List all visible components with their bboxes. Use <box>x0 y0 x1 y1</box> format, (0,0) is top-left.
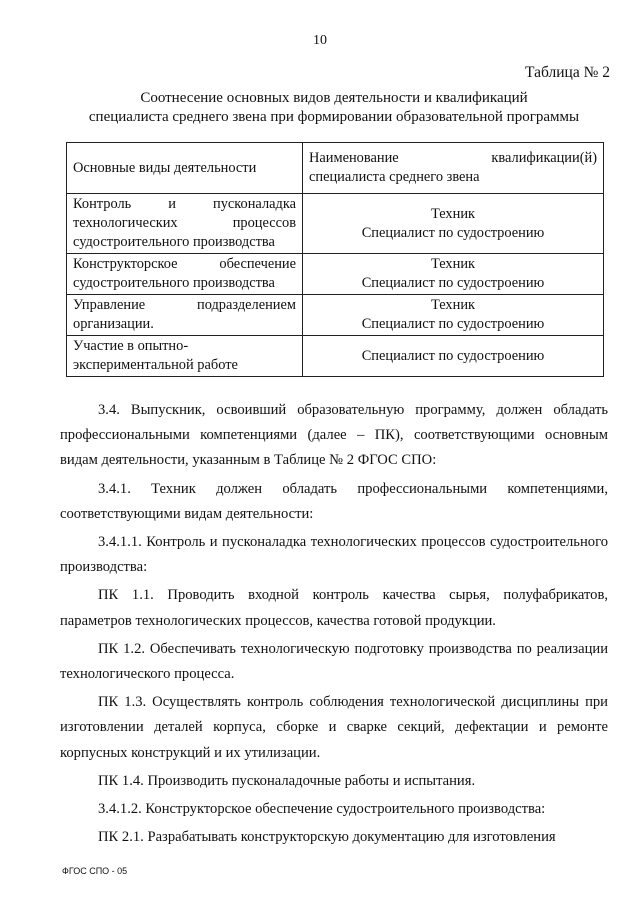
table-label: Таблица № 2 <box>525 64 610 81</box>
heading-line-2: специалиста среднего звена при формировании образовательной программы <box>88 109 580 125</box>
heading-line-1: Соотнесение основных видов деятельности и квалификаций <box>140 90 528 106</box>
table-header-row <box>67 143 604 194</box>
qualification-cell <box>303 336 604 377</box>
table-row <box>67 194 604 254</box>
paragraph-pk-2-1: ПК 2.1. Разрабатывать конструкторскую документацию для изготовления <box>98 829 556 846</box>
header-activities: Основные виды деятельности <box>67 143 303 194</box>
paragraph-3-4: 3.4. Выпускник, освоивший образовательную программу, должен обладать профессиональными компетенциями (далее – ПК), соответствующими основным видам деятельности, указанным в Таблице № 2 ФГОС СПО: <box>60 402 608 469</box>
qualification-line-2: Специалист по судостроению <box>361 224 545 241</box>
qualification-cell <box>303 295 604 336</box>
qualification-line-1: Техник <box>430 297 476 313</box>
table-heading <box>60 89 608 127</box>
footer-code: ФГОС СПО - 05 <box>62 866 128 876</box>
qualification-line-2: Специалист по судостроению <box>361 347 545 364</box>
table-row <box>67 336 604 377</box>
paragraph-3-4-1: 3.4.1. Техник должен обладать профессиональными компетенциями, соответствующими видам деятельности: <box>60 480 608 522</box>
table-row <box>67 254 604 295</box>
header-qualification-line-2: специалиста среднего звена <box>309 169 480 185</box>
paragraph-3-4-1-1: 3.4.1.1. Контроль и пусконаладка технологических процессов судостроительного производства: <box>60 534 608 576</box>
paragraph-3-4-1-2: 3.4.1.2. Конструкторское обеспечение судостроительного производства: <box>98 801 546 818</box>
paragraph-pk-1-3: ПК 1.3. Осуществлять контроль соблюдения технологической дисциплины при изготовлении деталей корпуса, сборке и сварке секций, дефектации и ремонте корпусных конструкций и их утилизации. <box>60 694 608 761</box>
qualification-line-1: Техник <box>430 256 476 272</box>
header-qualification <box>303 143 604 194</box>
page-number: 10 <box>313 33 327 48</box>
qualification-cell <box>303 194 604 254</box>
qualifications-table <box>66 142 604 377</box>
activity-cell: Участие в опытно-экспериментальной работе <box>67 336 303 377</box>
header-qualification-line-1: Наименование квалификации(й) <box>309 150 597 166</box>
paragraph-pk-1-1: ПК 1.1. Проводить входной контроль качества сырья, полуфабрикатов, параметров технологических процессов, качества готовой продукции. <box>60 587 608 629</box>
activity-cell: Конструкторское обеспечение судостроительного производства <box>67 254 303 295</box>
body-text <box>60 398 608 853</box>
activity-cell: Контроль и пусконаладка технологических процессов судостроительного производства <box>67 194 303 254</box>
activity-cell: Управление подразделением организации. <box>67 295 303 336</box>
qualification-cell <box>303 254 604 295</box>
paragraph-pk-1-4: ПК 1.4. Производить пусконаладочные работы и испытания. <box>98 772 476 789</box>
paragraph-pk-1-2: ПК 1.2. Обеспечивать технологическую подготовку производства по реализации технологического процесса. <box>60 640 608 683</box>
qualification-line-1: Техник <box>430 205 476 222</box>
qualification-line-2: Специалист по судостроению <box>361 316 545 332</box>
qualification-line-2: Специалист по судостроению <box>361 275 545 291</box>
table-row <box>67 295 604 336</box>
